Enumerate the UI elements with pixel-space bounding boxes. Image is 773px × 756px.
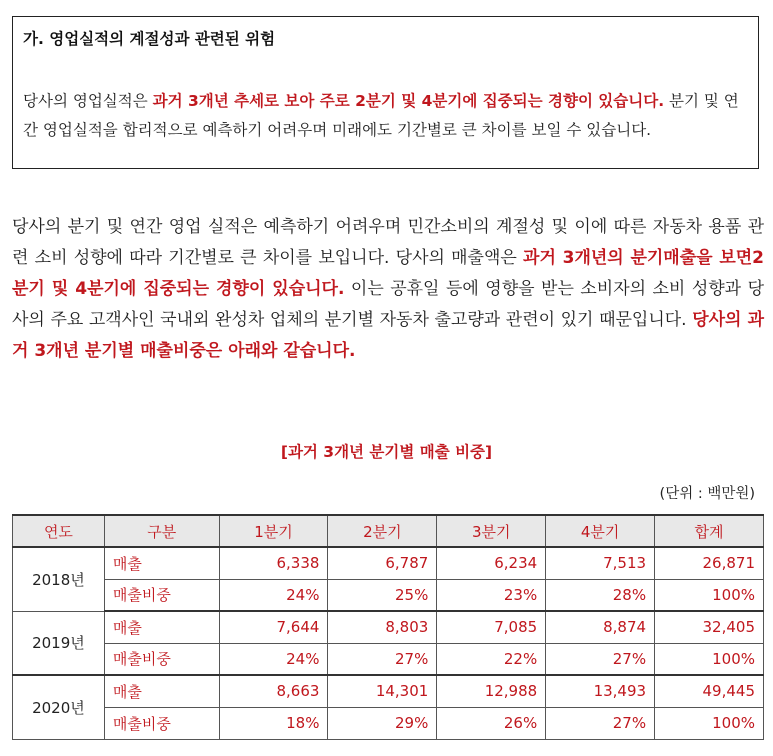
risk-title: 가. 영업실적의 계절성과 관련된 위험 <box>23 30 276 48</box>
value-cell: 6,787 <box>328 547 437 579</box>
value-cell: 8,663 <box>219 675 328 707</box>
paragraph-highlight: 과거 3개년의 분기매출을 보면2분기 및 4분기에 집중되는 경향이 있습니다. <box>12 248 764 299</box>
category-cell: 매출비중 <box>104 643 219 675</box>
table-row <box>13 707 764 739</box>
header-year: 연도 <box>13 515 105 547</box>
total-cell: 32,405 <box>655 611 764 643</box>
value-cell: 13,493 <box>546 675 655 707</box>
header-q1: 1분기 <box>219 515 328 547</box>
value-cell: 7,513 <box>546 547 655 579</box>
table-row <box>13 547 764 579</box>
category-cell: 매출 <box>104 547 219 579</box>
value-cell: 24% <box>219 643 328 675</box>
paragraph-text: 당사의 분기 및 연간 영업 실적은 예측하기 어려우며 민간소비의 계절성 및 이에 따른 자동차 용품 관련 소비 성향에 따라 기간별로 큰 차이를 보입니다. 당사의 매출액은 <box>12 217 764 268</box>
value-cell: 6,234 <box>437 547 546 579</box>
table-row <box>13 579 764 611</box>
paragraph-highlight-2: 당사의 과거 3개년 분기별 매출비중은 아래와 같습니다. <box>12 310 764 361</box>
sales-table <box>12 514 764 740</box>
table-row <box>13 675 764 707</box>
header-q4: 4분기 <box>546 515 655 547</box>
total-cell: 26,871 <box>655 547 764 579</box>
value-cell: 23% <box>437 579 546 611</box>
paragraph-text-2: 이는 공휴일 등에 영향을 받는 소비자의 소비 성향과 당사의 주요 고객사인 국내외 완성차 업체의 분기별 자동차 출고량과 관련이 있기 때문입니다. <box>12 279 764 330</box>
header-total: 합계 <box>655 515 764 547</box>
header-q2: 2분기 <box>328 515 437 547</box>
value-cell: 27% <box>546 707 655 739</box>
header-category: 구분 <box>104 515 219 547</box>
risk-box <box>12 16 759 169</box>
value-cell: 6,338 <box>219 547 328 579</box>
year-cell: 2018년 <box>13 547 105 611</box>
value-cell: 29% <box>328 707 437 739</box>
value-cell: 27% <box>546 643 655 675</box>
value-cell: 28% <box>546 579 655 611</box>
value-cell: 26% <box>437 707 546 739</box>
table-header-row <box>13 515 764 547</box>
value-cell: 27% <box>328 643 437 675</box>
category-cell: 매출비중 <box>104 579 219 611</box>
total-cell: 100% <box>655 707 764 739</box>
risk-body <box>23 87 753 145</box>
year-cell: 2019년 <box>13 611 105 675</box>
value-cell: 14,301 <box>328 675 437 707</box>
category-cell: 매출 <box>104 675 219 707</box>
value-cell: 7,644 <box>219 611 328 643</box>
category-cell: 매출비중 <box>104 707 219 739</box>
table-title: [과거 3개년 분기별 매출 비중] <box>280 443 493 461</box>
risk-body-text: 당사의 영업실적은 <box>23 92 153 110</box>
header-q3: 3분기 <box>437 515 546 547</box>
value-cell: 12,988 <box>437 675 546 707</box>
value-cell: 8,803 <box>328 611 437 643</box>
total-cell: 100% <box>655 579 764 611</box>
unit-label: (단위 : 백만원) <box>659 486 755 502</box>
main-paragraph <box>12 212 764 367</box>
category-cell: 매출 <box>104 611 219 643</box>
value-cell: 22% <box>437 643 546 675</box>
value-cell: 18% <box>219 707 328 739</box>
value-cell: 25% <box>328 579 437 611</box>
table-row <box>13 611 764 643</box>
total-cell: 100% <box>655 643 764 675</box>
total-cell: 49,445 <box>655 675 764 707</box>
value-cell: 7,085 <box>437 611 546 643</box>
table-row <box>13 643 764 675</box>
year-cell: 2020년 <box>13 675 105 739</box>
value-cell: 24% <box>219 579 328 611</box>
risk-body-highlight: 과거 3개년 추세로 보아 주로 2분기 및 4분기에 집중되는 경향이 있습니다. <box>152 92 665 110</box>
risk-body-text-after: 분기 및 연간 영업실적을 합리적으로 예측하기 어려우며 미래에도 기간별로 큰 차이를 보일 수 있습니다. <box>23 92 739 139</box>
value-cell: 8,874 <box>546 611 655 643</box>
